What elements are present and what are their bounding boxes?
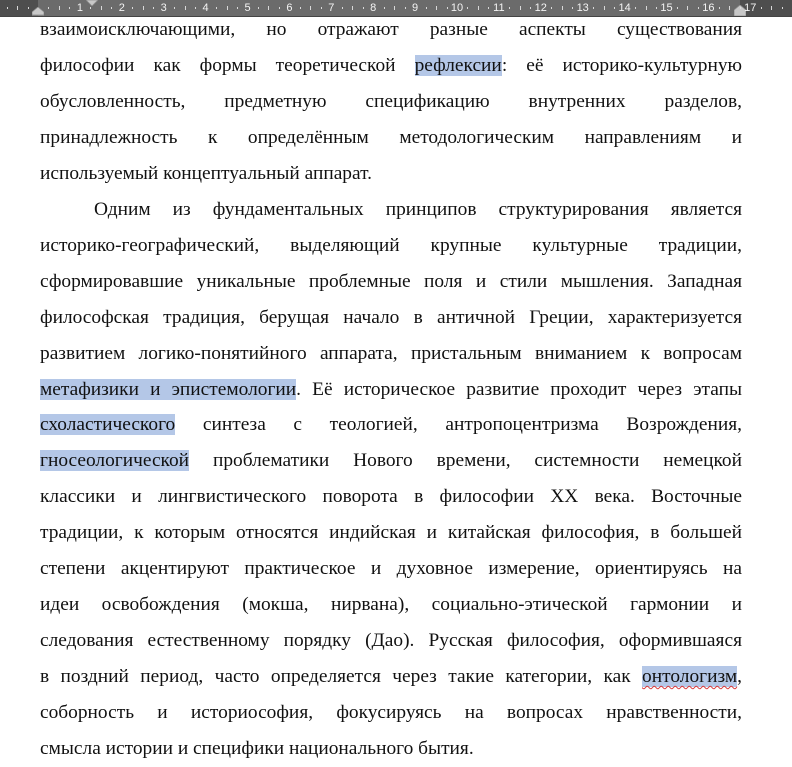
text-run[interactable]: философская традиция, берущая начало в античной Греции, характеризуется: [40, 306, 742, 328]
ruler-tick: [551, 7, 552, 9]
text-run[interactable]: сформировавшие уникальные проблемные поля и стили мышления. Западная: [40, 270, 742, 292]
text-line[interactable]: [40, 192, 742, 228]
ruler-number: 11: [493, 2, 505, 14]
ruler-number: 15: [660, 2, 673, 14]
text-run[interactable]: в поздний период, часто определяется через такие категории, как: [40, 666, 643, 688]
text-run[interactable]: смысла истории и специфики национального бытия.: [40, 738, 474, 759]
ruler-tick: [698, 7, 699, 9]
text-line[interactable]: [40, 372, 742, 408]
text-run[interactable]: следования естественному порядку (Дао). Русская философия, оформившаяся: [40, 630, 742, 652]
selected-misspelled-word[interactable]: онтологизм: [642, 666, 738, 688]
ruler-tick: [352, 6, 353, 10]
text-line[interactable]: [40, 407, 742, 443]
text-run[interactable]: проблематики Нового времени, системности немецкой: [189, 450, 742, 472]
ruler-tick: [520, 6, 521, 10]
text-line[interactable]: [40, 48, 742, 84]
ruler-tick: [111, 7, 112, 9]
ruler-number: 7: [328, 2, 335, 14]
ruler-tick: [761, 7, 762, 9]
ruler-tick: [185, 6, 186, 10]
ruler-tick: [321, 7, 322, 9]
ruler-number: 14: [618, 2, 631, 14]
ruler-tick: [729, 6, 730, 10]
selected-text[interactable]: схоластического: [40, 414, 176, 436]
ruler-tick: [509, 7, 510, 9]
ruler-tick: [153, 7, 154, 9]
text-run[interactable]: . Её историческое развитие проходит через этапы: [296, 378, 742, 400]
ruler-tick: [719, 7, 720, 9]
ruler-number: 8: [370, 2, 377, 14]
ruler-tick: [562, 6, 563, 10]
ruler-number: 2: [118, 2, 125, 14]
ruler-tick: [467, 7, 468, 9]
text-line[interactable]: [40, 587, 742, 623]
ruler-tick: [478, 6, 479, 10]
ruler-tick: [384, 7, 385, 9]
ruler-number: 5: [244, 2, 251, 14]
ruler-tick: [342, 7, 343, 9]
ruler-tick: [101, 6, 102, 10]
text-line[interactable]: [40, 659, 742, 695]
ruler-tick: [488, 7, 489, 9]
text-run[interactable]: взаимоисключающими, но отражают разные аспекты существования: [40, 19, 742, 40]
ruler-tick: [7, 7, 8, 9]
text-run[interactable]: принадлежность к определённым методологическим направлениям и: [40, 126, 742, 148]
selected-text[interactable]: рефлексии: [414, 54, 502, 76]
ruler-tick: [771, 6, 772, 10]
ruler-number: 9: [412, 2, 419, 14]
ruler-tick: [48, 7, 49, 9]
ruler-tick: [677, 7, 678, 9]
ruler-tick: [614, 7, 615, 9]
ruler-number: 10: [450, 2, 464, 14]
text-run[interactable]: традиции, к которым относятся индийская и китайская философия, в большей: [40, 522, 742, 544]
ruler-tick: [635, 7, 636, 9]
text-line[interactable]: [40, 156, 742, 192]
text-line[interactable]: [40, 84, 742, 120]
ruler-number: 4: [202, 2, 209, 14]
ruler-tick: [593, 7, 594, 9]
text-run[interactable]: синтеза с теологией, антропоцентризма Возрождения,: [175, 414, 742, 436]
text-run[interactable]: обусловленность, предметную спецификацию внутренних разделов,: [40, 90, 742, 112]
ruler-tick: [300, 7, 301, 9]
ruler-number: 13: [576, 2, 589, 14]
ruler-tick: [268, 6, 269, 10]
text-line[interactable]: [40, 264, 742, 300]
text-line[interactable]: [40, 515, 742, 551]
ruler-tick: [132, 7, 133, 9]
text-line[interactable]: [40, 336, 742, 372]
text-line[interactable]: [40, 479, 742, 515]
ruler-tick: [363, 7, 364, 9]
selected-text[interactable]: метафизики и эпистемологии: [40, 378, 297, 400]
ruler-tick: [90, 7, 91, 9]
ruler-tick: [687, 6, 688, 10]
ruler-tick: [530, 7, 531, 9]
ruler-tick: [227, 6, 228, 10]
text-run[interactable]: идеи освобождения (мокша, нирвана), социально-этической гармонии и: [40, 594, 742, 616]
ruler-tick: [143, 6, 144, 10]
text-run[interactable]: историко-географический, выделяющий крупные культурные традиции,: [40, 234, 742, 256]
ruler-number: 12: [534, 2, 547, 14]
ruler-tick: [447, 7, 448, 9]
ruler-tick: [174, 7, 175, 9]
text-line[interactable]: [40, 443, 742, 479]
text-line[interactable]: [40, 551, 742, 587]
text-run[interactable]: соборность и историософия, фокусируясь на вопросах нравственности,: [40, 702, 742, 724]
ruler-tick: [17, 6, 18, 10]
text-line[interactable]: [40, 623, 742, 659]
ruler-tick: [426, 7, 427, 9]
ruler-number: 16: [702, 2, 715, 14]
ruler-tick: [279, 7, 280, 9]
text-line[interactable]: [40, 12, 742, 48]
text-line[interactable]: [40, 300, 742, 336]
ruler-tick: [604, 6, 605, 10]
ruler-tick: [237, 7, 238, 9]
text-run[interactable]: философии как формы теоретической: [40, 54, 415, 76]
ruler-tick: [782, 7, 783, 9]
text-run[interactable]: ,: [737, 666, 742, 688]
ruler-tick: [310, 6, 311, 10]
text-run[interactable]: развитием логико-понятийного аппарата, пристальным вниманием к вопросам: [40, 342, 742, 364]
text-line[interactable]: [40, 120, 742, 156]
ruler-tick: [59, 6, 60, 10]
ruler-tick: [258, 7, 259, 9]
ruler-tick: [28, 7, 29, 9]
first-line-indent-marker-icon[interactable]: [86, 0, 98, 6]
ruler-number: 3: [160, 2, 167, 14]
ruler-tick: [394, 6, 395, 10]
text-line[interactable]: [40, 228, 742, 264]
ruler-number: 6: [286, 2, 293, 14]
ruler-tick: [646, 6, 647, 10]
text-run[interactable]: : её историко-культурную: [501, 54, 742, 76]
ruler-tick: [572, 7, 573, 9]
ruler-tick: [405, 7, 406, 9]
ruler-number: 17: [744, 2, 757, 14]
ruler-number: 1: [76, 2, 83, 14]
ruler-tick: [436, 6, 437, 10]
ruler-tick: [740, 7, 741, 9]
text-run[interactable]: степени акцентируют практическое и духовное измерение, ориентируясь на: [40, 558, 742, 580]
text-run[interactable]: классики и лингвистического поворота в философии XX века. Восточные: [40, 486, 742, 508]
ruler-tick: [656, 7, 657, 9]
text-line[interactable]: [40, 695, 742, 731]
selected-text[interactable]: гносеологической: [40, 450, 190, 472]
ruler-tick: [216, 7, 217, 9]
text-run[interactable]: Одним из фундаментальных принципов структурирования является: [94, 198, 742, 220]
ruler-tick: [69, 7, 70, 9]
ruler-tick: [195, 7, 196, 9]
text-run[interactable]: используемый концептуальный аппарат.: [40, 162, 372, 184]
